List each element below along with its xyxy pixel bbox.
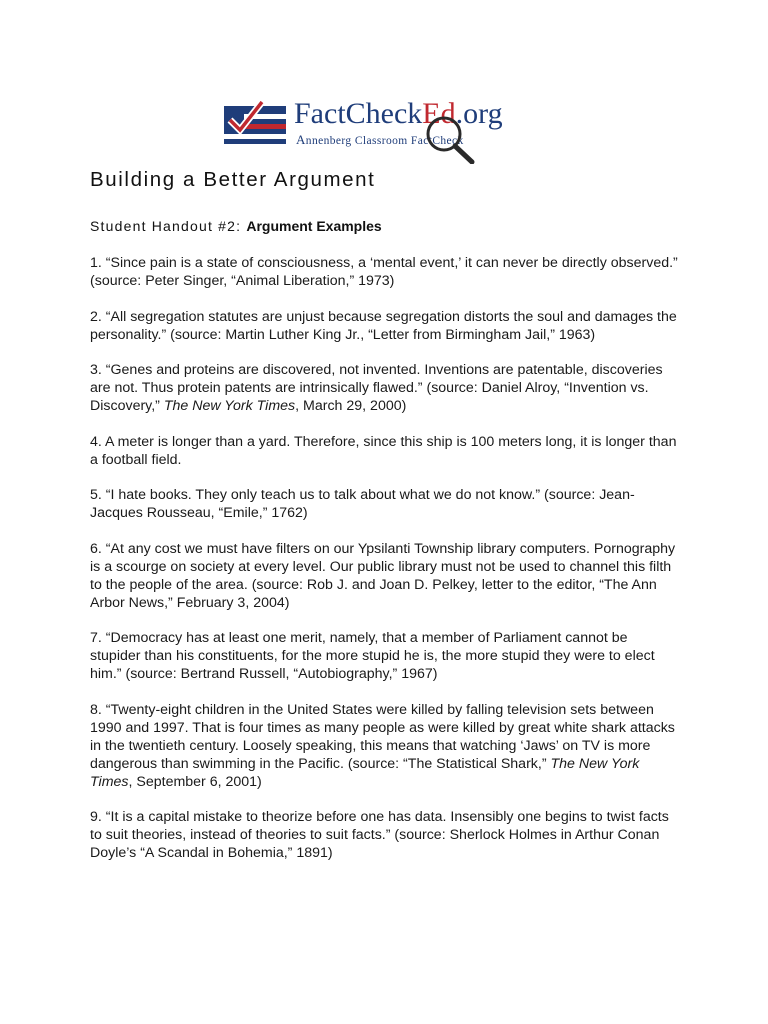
example-text: 6. “At any cost we must have filters on our Ypsilanti Township library computers. Pornography is a scourge on society at every level. Our public library must not be used to channel this filth to the people of the area. (source: Rob J. and Joan D. Pelkey, letter to the editor, “The Ann Arbor News,” February 3, 2004) <box>90 540 676 611</box>
example-text: 8. “Twenty-eight children in the United States were killed by falling television sets between 1990 and 1997. That is four times as many people as were killed by great white shark attacks in the twentieth century. Loosely speaking, this means that watching ‘Jaws’ on TV is more dangerous than swimming in the Pacific. (source: “The Statistical Shark,” <box>90 701 675 772</box>
factcheck-ed-logo[interactable] <box>222 92 552 162</box>
example-text-end: , September 6, 2001) <box>128 773 262 790</box>
logo-tagline-initial: A <box>296 132 306 147</box>
example-text-end: , March 29, 2000) <box>295 398 407 414</box>
example-text: 3. “Genes and proteins are discovered, not invented. Inventions are patentable, discoveries are not. Thus protein patents are intrinsically flawed.” (source: Daniel Alroy, “Invention vs. Discovery,” <box>90 362 663 414</box>
logo-word-fact: FactCheck <box>294 97 423 130</box>
example-item <box>90 701 680 791</box>
example-item <box>90 629 680 683</box>
example-item <box>90 486 680 522</box>
example-item <box>90 254 680 290</box>
example-text: 5. “I hate books. They only teach us to talk about what we do not know.” (source: Jean-Jacques Rousseau, “Emile,” 1762) <box>90 487 635 521</box>
logo-word-org: .org <box>455 97 503 130</box>
example-item <box>90 308 680 344</box>
logo-word-ed: Ed <box>422 97 456 130</box>
example-publication: The New York Times <box>163 398 296 414</box>
example-item <box>90 540 680 612</box>
example-text: 1. “Since pain is a state of consciousness, a ‘mental event,’ it can never be directly observed.” (source: Peter Singer, “Animal Liberation,” 1973) <box>90 255 678 289</box>
example-item <box>90 433 680 469</box>
example-text: 9. “It is a capital mistake to theorize before one has data. Insensibly one begins to twist facts to suit theories, instead of theories to suit facts.” (source: Sherlock Holmes in Arthur Conan Doyle’s “A Scandal in Bohemia,” 1891) <box>90 809 669 861</box>
example-text: 4. A meter is longer than a yard. Therefore, since this ship is 100 meters long, it is longer than a football field. <box>90 433 677 468</box>
example-text: 7. “Democracy has at least one merit, namely, that a member of Parliament cannot be stupider than his constituents, for the more stupid he is, the more stupid they were to elect him.” (source: Bertrand Russell, “Autobiography,” 1967) <box>90 630 655 682</box>
logo-tagline-rest: nnenberg Classroom Fact <box>305 135 433 147</box>
handout-subtitle <box>90 218 382 234</box>
magnifying-glass-icon <box>420 112 480 164</box>
flag-checkmark-logo-icon <box>222 100 292 146</box>
example-publication: The New York Times <box>90 755 640 790</box>
subtitle-prefix: Student Handout #2: <box>90 218 247 234</box>
example-item <box>90 808 680 862</box>
examples-list <box>90 254 680 880</box>
subtitle-bold: Argument Examples <box>246 218 382 234</box>
example-text: 2. “All segregation statutes are unjust because segregation distorts the soul and damages the personality.” (source: Martin Luther King Jr., “Letter from Birmingham Jail,” 1963) <box>90 308 677 343</box>
example-item <box>90 361 680 415</box>
logo-tagline-check: Check <box>432 135 464 147</box>
page-title: Building a Better Argument <box>90 168 376 191</box>
